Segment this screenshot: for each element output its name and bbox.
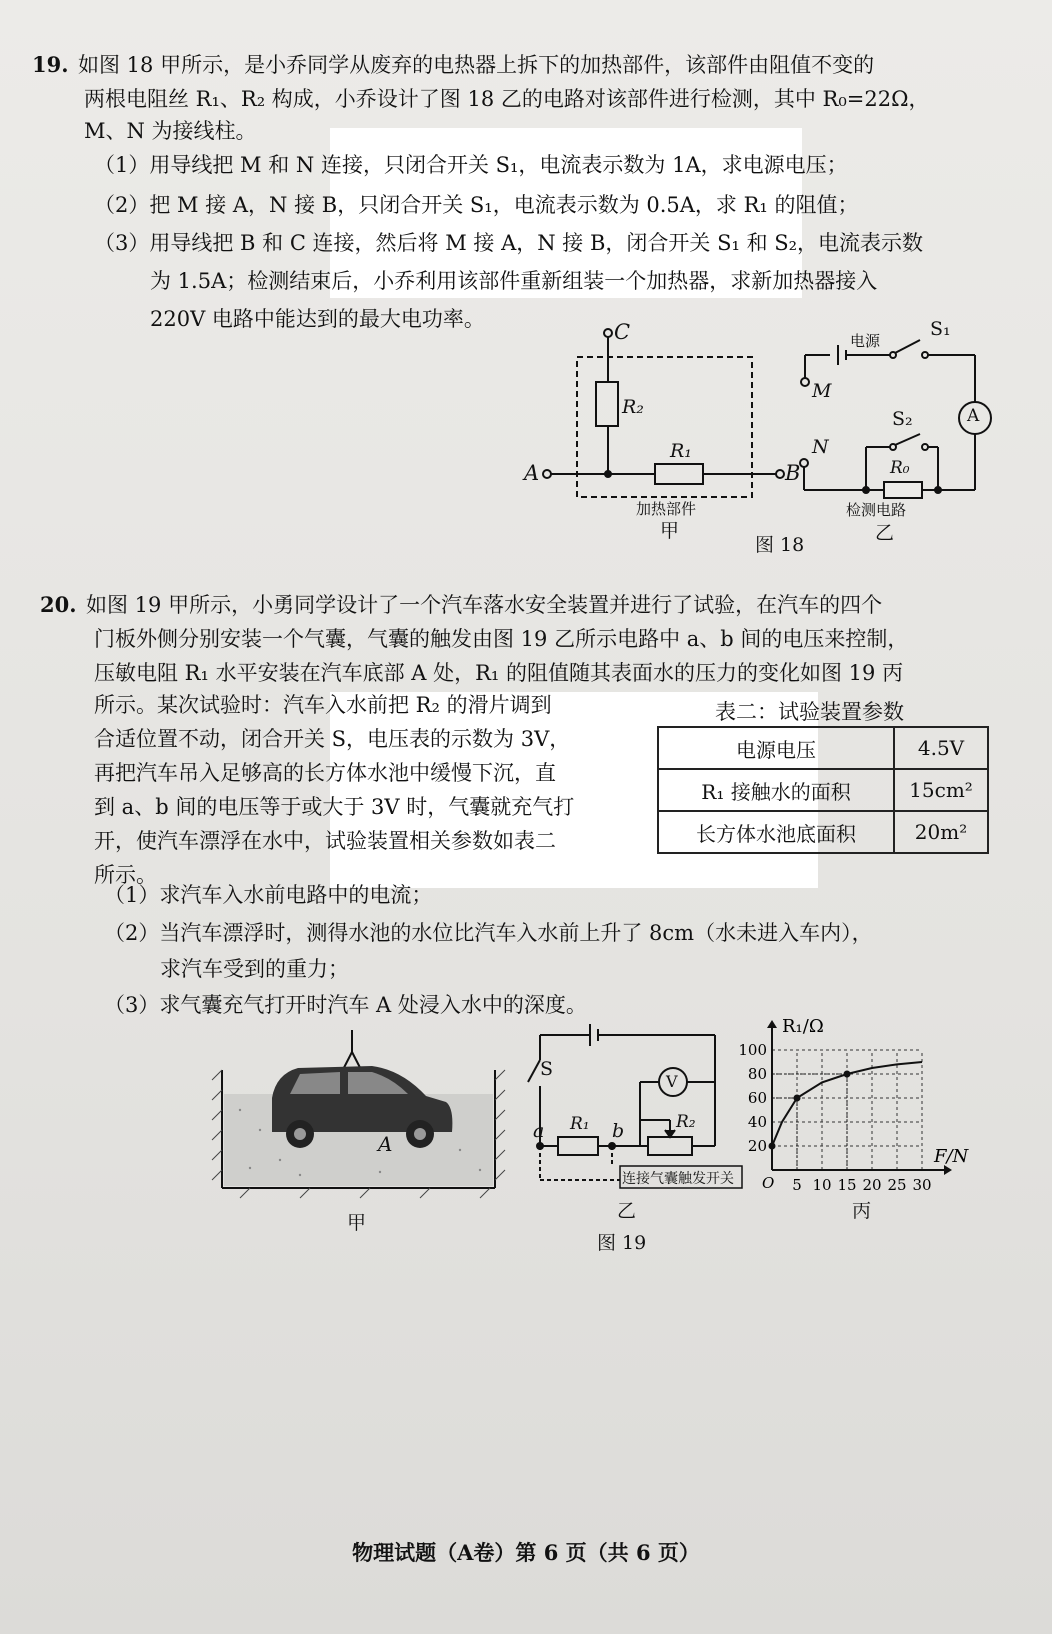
chart-x-tick-label: 5	[792, 1176, 802, 1194]
heater-caption: 加热部件	[636, 500, 697, 518]
label-C: C	[614, 320, 631, 344]
q20-part1: （1）求汽车入水前电路中的电流；	[104, 883, 433, 907]
fig18-sub-yi: 乙	[875, 522, 895, 544]
label-N: N	[812, 436, 829, 458]
label-R1: R₁	[670, 440, 692, 462]
q19-part1: （1）用导线把 M 和 N 连接，只闭合开关 S₁，电流表示数为 1A，求电源电压；	[94, 153, 848, 177]
q20-text-line1: 如图 19 甲所示，小勇同学设计了一个汽车落水安全装置并进行了试验，在汽车的四个	[86, 593, 883, 617]
chart-y-tick-label: 40	[747, 1113, 767, 1131]
table-cell-label: 电源电压	[658, 727, 894, 769]
label-switch-S: S	[540, 1058, 554, 1080]
q20-part2-line1: （2）当汽车漂浮时，测得水池的水位比汽车入水前上升了 8cm（水未进入车内），	[104, 921, 873, 945]
label-R1-circuit: R₁	[570, 1114, 590, 1134]
chart-y-label: R₁/Ω	[782, 1016, 824, 1037]
q20-text-line6: 再把汽车吊入足够高的长方体水池中缓慢下沉，直	[94, 761, 556, 785]
q20-text-line5: 合适位置不动，闭合开关 S，电压表的示数为 3V，	[94, 727, 571, 751]
q20-text-line4: 所示。某次试验时：汽车入水前把 R₂ 的滑片调到	[94, 693, 552, 717]
chart-y-tick-label: 80	[747, 1065, 767, 1083]
label-a: a	[533, 1120, 545, 1142]
voltmeter-label: V	[666, 1072, 678, 1091]
q20-text-line2: 门板外侧分别安装一个气囊，气囊的触发由图 19 乙所示电路中 a、b 间的电压来控制，	[94, 627, 909, 651]
fig19-sub-yi: 乙	[617, 1200, 637, 1222]
chart-x-tick-label: 25	[887, 1176, 907, 1194]
label-B: B	[785, 461, 801, 485]
q19-part2: （2）把 M 接 A，N 接 B，只闭合开关 S₁，电流表示数为 0.5A，求 R₁ 的阻值；	[94, 193, 859, 217]
table-cell-value: 20m²	[894, 811, 988, 853]
chart-x-tick-label: 30	[912, 1176, 932, 1194]
q19-text-line1: 如图 18 甲所示，是小乔同学从废弃的电热器上拆下的加热部件，该部件由阻值不变的	[78, 53, 875, 77]
q19-text-line3: M、N 为接线柱。	[84, 119, 257, 143]
question-19-number: 19.	[32, 52, 69, 77]
table-title: 表二：试验装置参数	[715, 700, 904, 724]
fig18-sub-jia: 甲	[660, 520, 680, 542]
fig19-sub-jia: 甲	[347, 1212, 367, 1234]
q20-text-line9: 所示。	[94, 863, 157, 887]
chart-x-tick-label: 20	[862, 1176, 882, 1194]
label-R0: R₀	[890, 458, 910, 478]
chart-x-tick-label: 15	[837, 1176, 857, 1194]
table-cell-value: 15cm²	[894, 769, 988, 811]
chart-data-point	[844, 1071, 851, 1078]
table-cell-label: R₁ 接触水的面积	[658, 769, 894, 811]
q19-text-line2: 两根电阻丝 R₁、R₂ 构成，小乔设计了图 18 乙的电路对该部件进行检测，其中 R₀=22Ω，	[84, 87, 930, 111]
q20-text-line8: 开，使汽车漂浮在水中，试验装置相关参数如表二	[94, 829, 556, 853]
chart-y-tick-label: 100	[738, 1041, 767, 1059]
fig18-caption: 图 18	[755, 534, 805, 556]
label-S1: S₁	[930, 318, 951, 340]
label-S2: S₂	[892, 408, 913, 430]
chart-r1-vs-force	[738, 1016, 969, 1194]
q20-text-line7: 到 a、b 间的电压等于或大于 3V 时，气囊就充气打	[94, 795, 575, 819]
q19-part3-line1: （3）用导线把 B 和 C 连接，然后将 M 接 A，N 接 B，闭合开关 S₁ 和 S₂，电流表示数	[94, 231, 924, 255]
q20-text-line3: 压敏电阻 R₁ 水平安装在汽车底部 A 处，R₁ 的阻值随其表面水的压力的变化如图 19 丙	[94, 661, 904, 685]
chart-data-point	[794, 1095, 801, 1102]
detect-caption: 检测电路	[846, 501, 907, 519]
chart-origin-label: O	[762, 1174, 775, 1192]
table-cell-value: 4.5V	[894, 727, 988, 769]
ammeter-label: A	[967, 406, 980, 426]
label-R2: R₂	[622, 396, 644, 418]
power-source-label: 电源	[850, 332, 881, 350]
q20-part3: （3）求气囊充气打开时汽车 A 处浸入水中的深度。	[104, 993, 587, 1017]
chart-x-label: F/N	[934, 1146, 969, 1167]
chart-y-tick-label: 20	[747, 1137, 767, 1155]
label-R2-circuit: R₂	[676, 1112, 696, 1132]
page-footer: 物理试题（A卷）第 6 页（共 6 页）	[352, 1540, 700, 1565]
question-20-number: 20.	[40, 592, 77, 617]
trigger-label: 连接气囊触发开关	[622, 1171, 734, 1187]
chart-x-tick-label: 10	[812, 1176, 832, 1194]
table-cell-label: 长方体水池底面积	[658, 811, 894, 853]
chart-y-tick-label: 60	[747, 1089, 767, 1107]
rheostat-R2	[648, 1137, 692, 1155]
q19-part3-line2: 为 1.5A；检测结束后，小乔利用该部件重新组装一个加热器，求新加热器接入	[150, 269, 878, 293]
fig19-caption: 图 19	[597, 1232, 647, 1254]
label-b: b	[612, 1120, 625, 1142]
fig19-sub-bing: 丙	[852, 1200, 872, 1222]
label-M: M	[812, 380, 832, 402]
q19-part3-line3: 220V 电路中能达到的最大电功率。	[150, 307, 485, 331]
car-point-A: A	[378, 1132, 393, 1156]
resistor-R1-circuit	[558, 1137, 598, 1155]
q20-part2-line2: 求汽车受到的重力；	[160, 957, 349, 981]
label-A: A	[524, 461, 540, 485]
chart-y-arrow	[767, 1020, 777, 1028]
chart-data-point	[769, 1143, 776, 1150]
